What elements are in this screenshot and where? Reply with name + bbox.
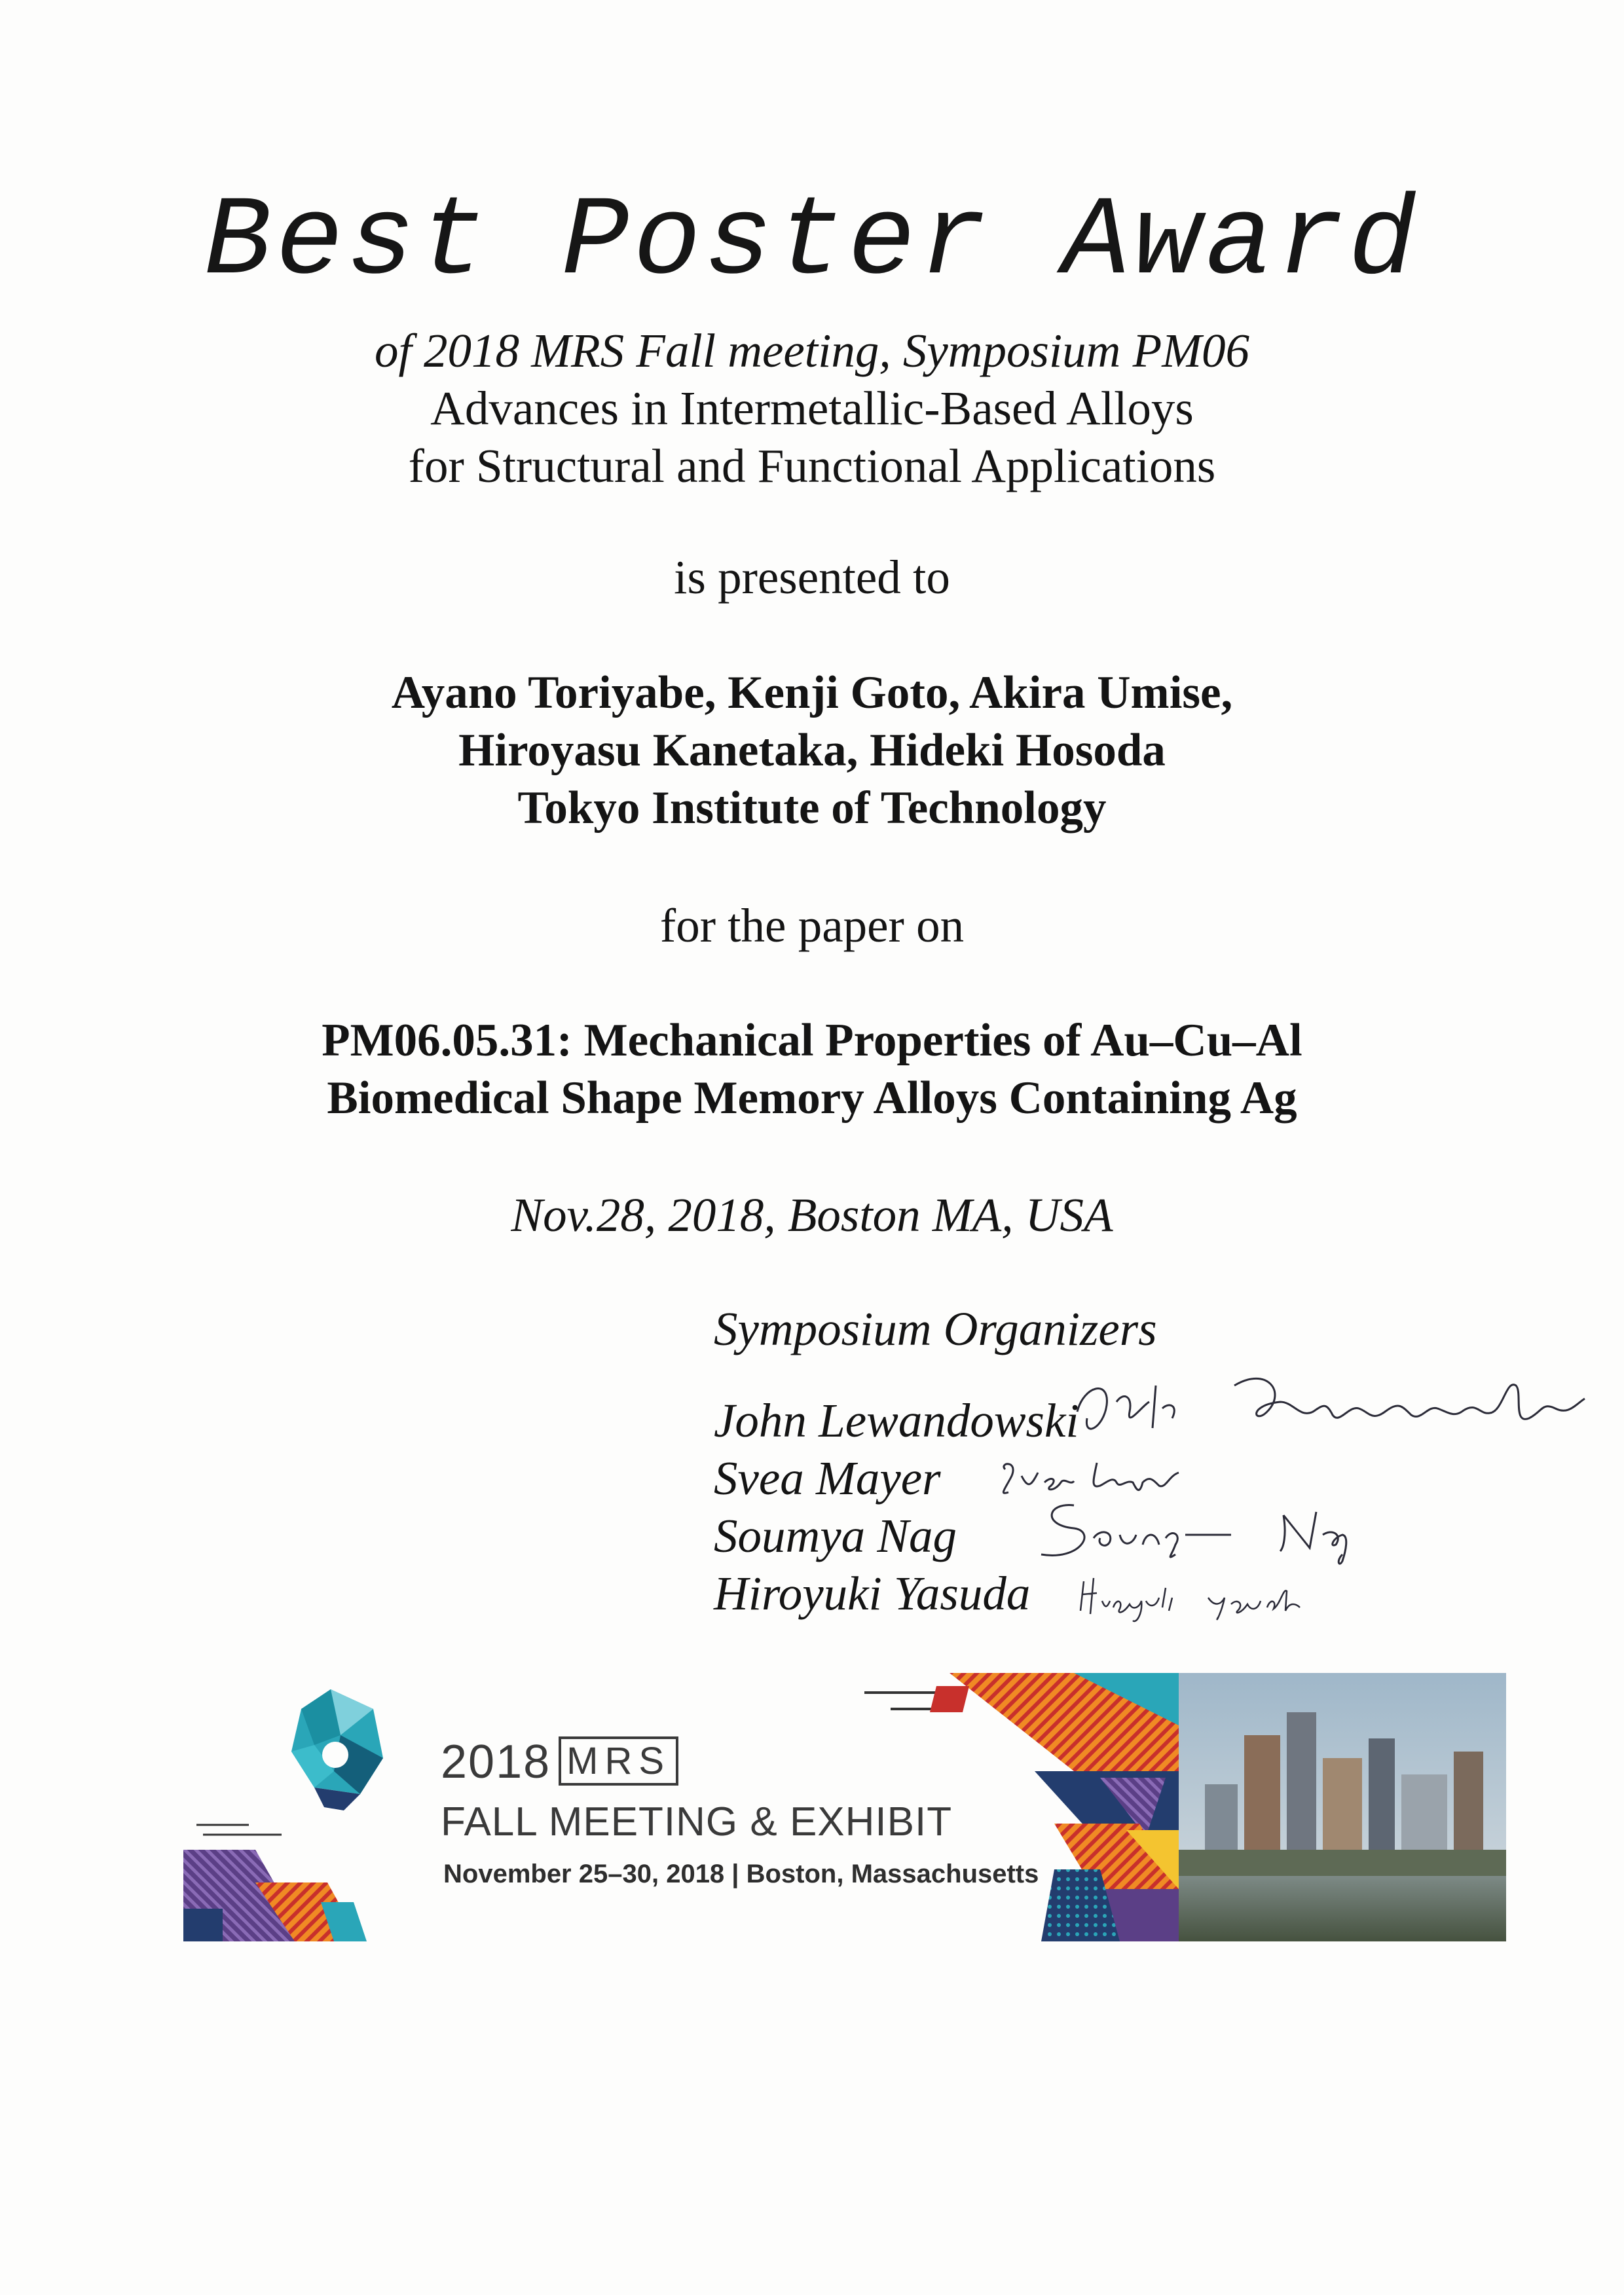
boston-skyline-photo <box>1179 1673 1506 1941</box>
date-location: Nov.28, 2018, Boston MA, USA <box>511 1188 1113 1241</box>
organizer-row <box>714 1565 1157 1623</box>
presented-to-text: is presented to <box>674 551 950 604</box>
award-title: Best Poster Award <box>204 179 1420 306</box>
banner-year-text: 2018 <box>441 1736 551 1788</box>
for-paper-text: for the paper on <box>659 899 965 952</box>
left-pattern <box>183 1825 367 1941</box>
signature-yasuda <box>1077 1562 1326 1634</box>
authors-line2: Hiroyasu Kanetaka, Hideki Hosoda <box>458 725 1166 776</box>
award-subtitle <box>0 322 1624 495</box>
affiliation: Tokyo Institute of Technology <box>517 782 1107 834</box>
meeting-line: of 2018 MRS Fall meeting, Symposium PM06 <box>374 324 1250 377</box>
organizer-name: Soumya Nag <box>714 1509 957 1562</box>
mrs-logo-icon <box>291 1689 383 1810</box>
organizers-block <box>714 1302 1157 1623</box>
mrs-wordmark: MRS <box>559 1736 678 1786</box>
meeting-banner <box>183 1673 1506 1941</box>
banner-dates: November 25–30, 2018 | Boston, Massachusetts <box>443 1860 1039 1888</box>
recipients <box>0 664 1624 837</box>
paper-title-line1: PM06.05.31: Mechanical Properties of Au–Cu–Al <box>322 1015 1302 1066</box>
symposium-name-line2: for Structural and Functional Applications <box>408 439 1216 492</box>
organizer-name: John Lewandowski <box>714 1394 1079 1447</box>
paper-title-line2: Biomedical Shape Memory Alloys Containing Ag <box>327 1073 1297 1124</box>
signature-lewandowski <box>1071 1366 1624 1451</box>
organizer-name: Svea Mayer <box>714 1452 941 1505</box>
organizer-name: Hiroyuki Yasuda <box>714 1567 1031 1620</box>
organizer-row <box>714 1392 1157 1450</box>
banner-year <box>441 1735 678 1789</box>
banner-event-name: FALL MEETING & EXHIBIT <box>441 1799 953 1845</box>
authors-line1: Ayano Toriyabe, Kenji Goto, Akira Umise, <box>391 667 1233 718</box>
paper-title <box>0 1012 1624 1127</box>
organizers-heading: Symposium Organizers <box>714 1302 1157 1355</box>
symposium-name-line1: Advances in Intermetallic-Based Alloys <box>430 382 1194 435</box>
organizer-row <box>714 1507 1157 1565</box>
